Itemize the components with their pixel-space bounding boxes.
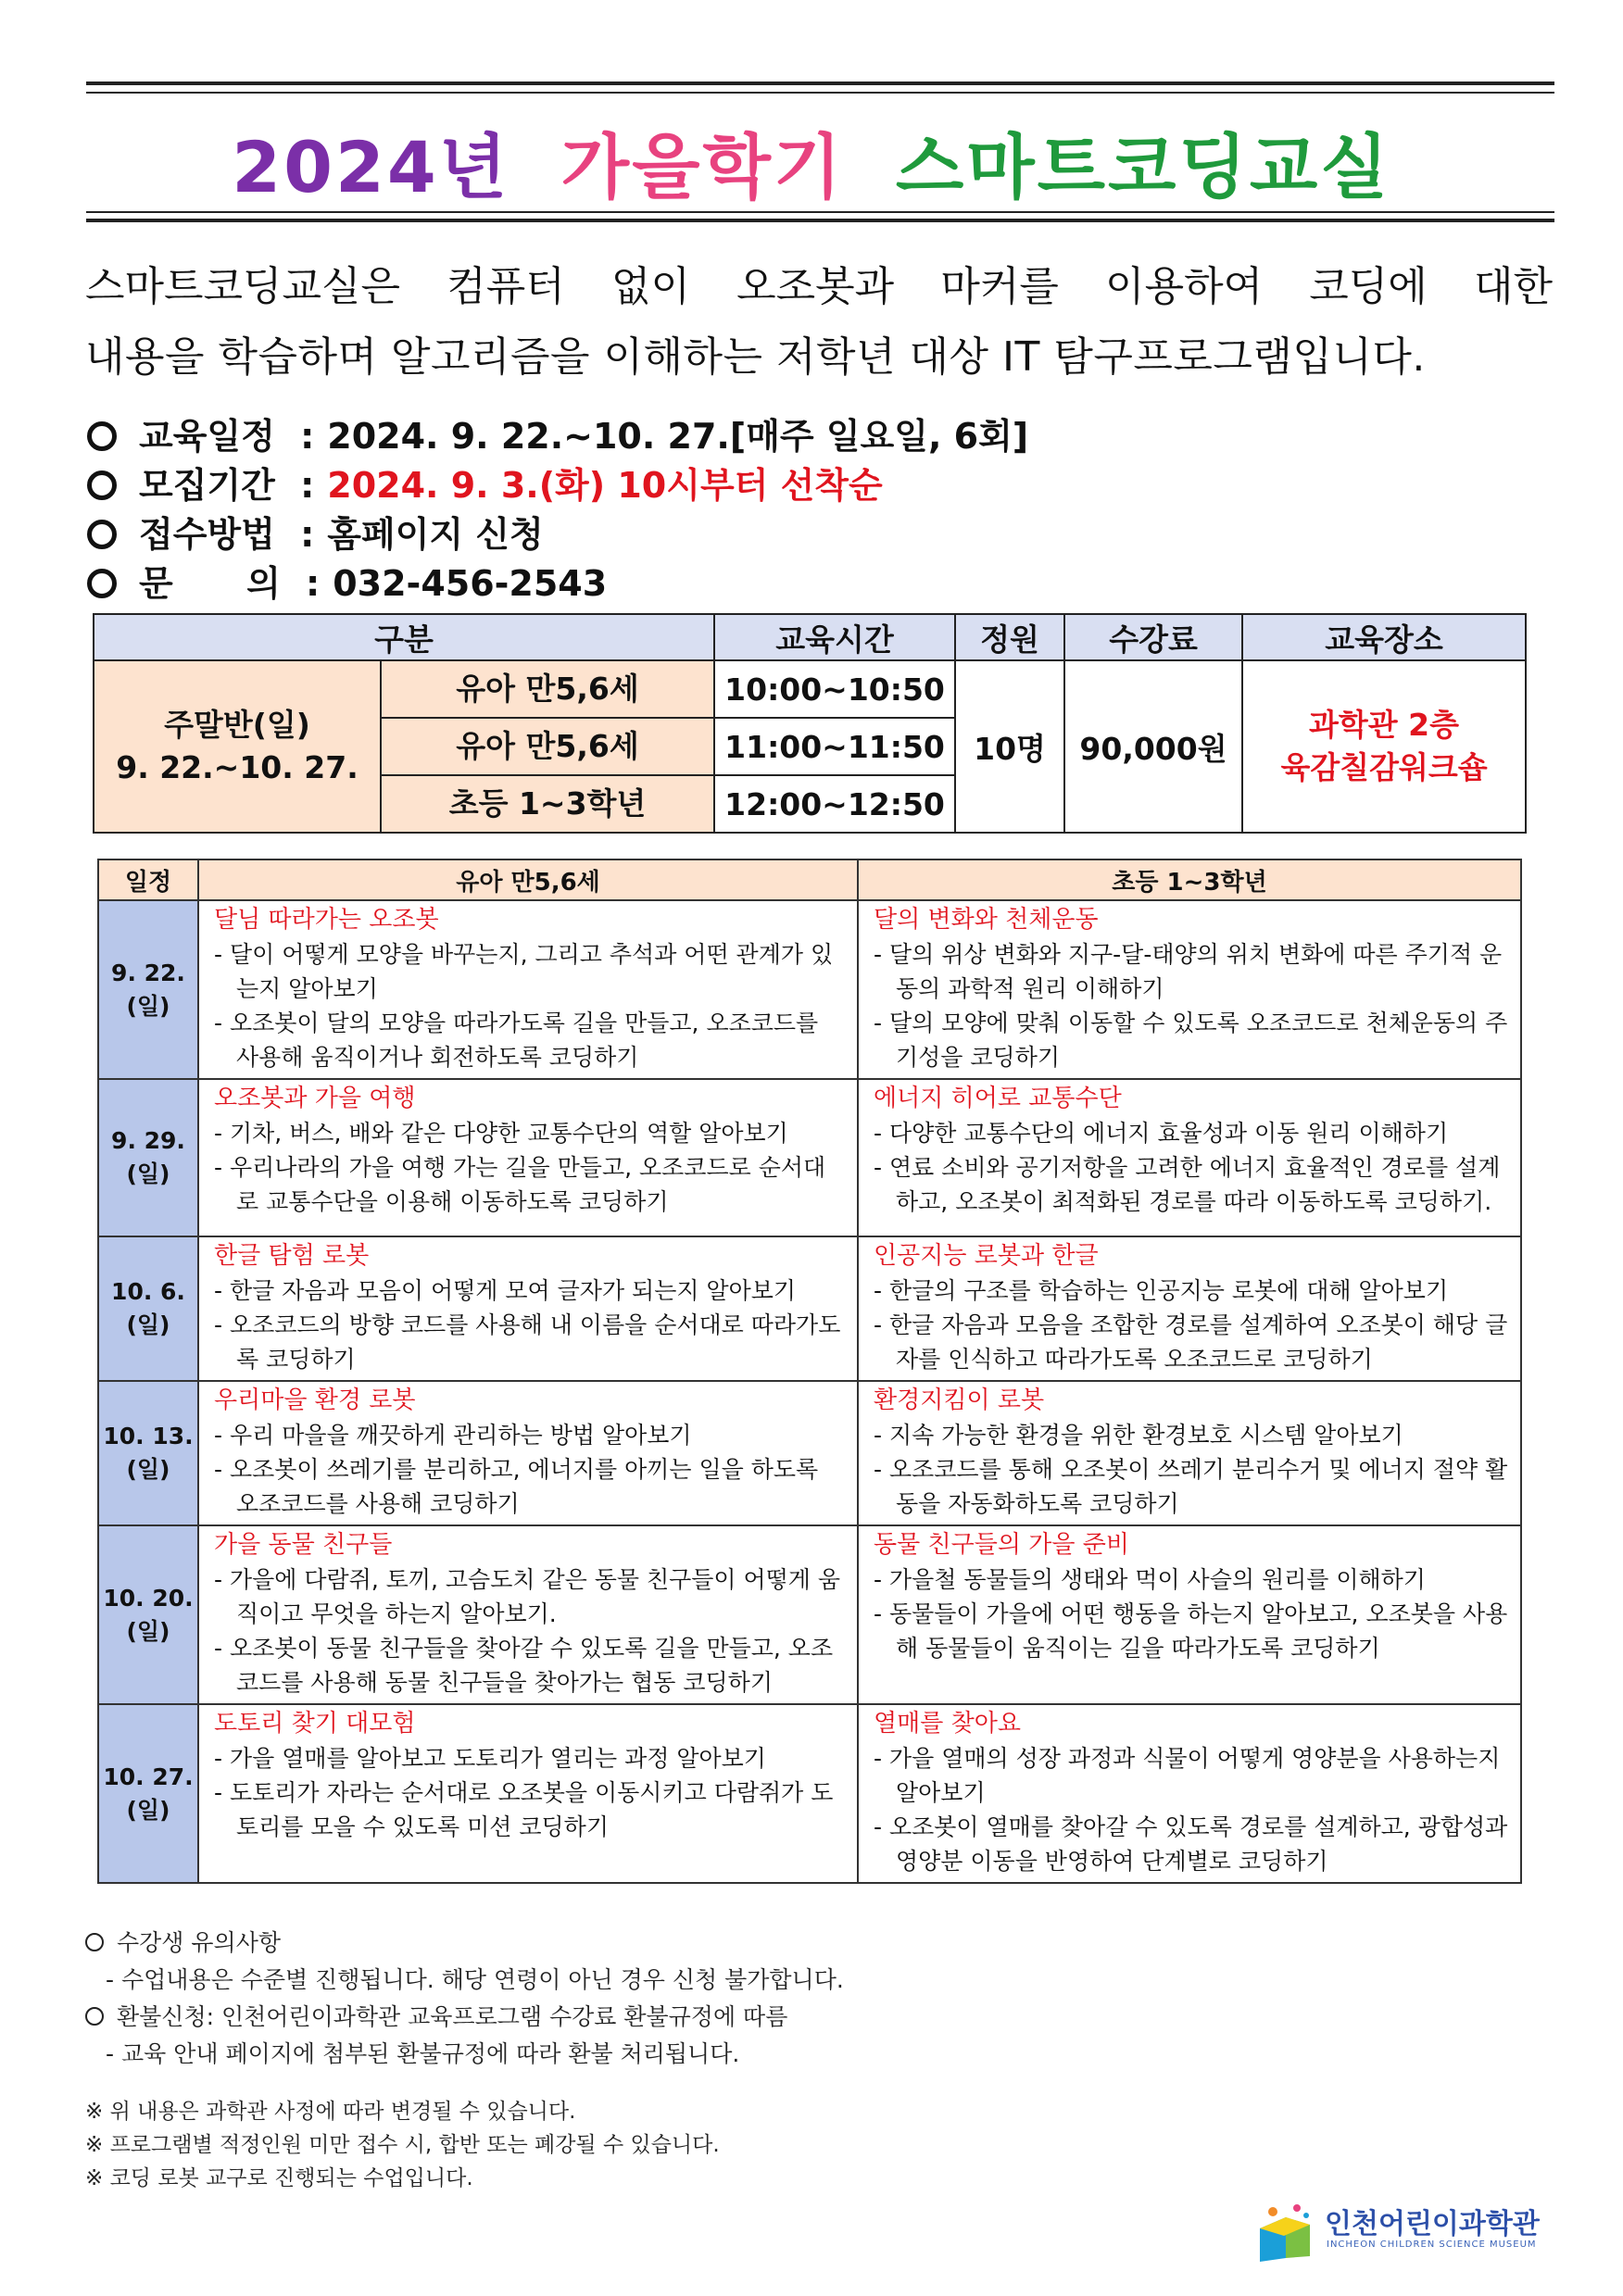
schedule-date-text: (일)	[126, 1456, 170, 1483]
schedule-kids-cell	[198, 1704, 858, 1883]
summary-time: 12:00~12:50	[714, 775, 955, 833]
summary-header-row	[94, 614, 1526, 660]
summary-fee: 90,000원	[1064, 660, 1242, 833]
summary-time: 10:00~10:50	[714, 660, 955, 718]
summary-class-name: 주말반(일)	[164, 707, 310, 743]
schedule-body	[98, 900, 1521, 1883]
schedule-kids-bullet: - 가을 열매를 알아보고 도토리가 열리는 과정 알아보기	[214, 1745, 766, 1772]
museum-logo-icon	[1252, 2201, 1317, 2265]
summary-capacity: 10명	[955, 660, 1064, 833]
title-rule-thick	[86, 219, 1554, 222]
summary-place-cell	[1242, 660, 1526, 833]
info-contact-value: 032-456-2543	[333, 563, 608, 604]
summary-row	[94, 660, 1526, 718]
schedule-date-text: 10. 20.	[103, 1584, 194, 1612]
schedule-elem-content	[859, 1705, 1520, 1882]
schedule-elem-cell	[858, 1381, 1521, 1525]
summary-table	[93, 613, 1527, 834]
note-refund-title	[85, 1999, 844, 2036]
info-schedule	[85, 408, 1028, 458]
top-rule-thin	[86, 92, 1554, 94]
title-program: 스마트코딩교실	[895, 126, 1391, 208]
fine-print	[85, 2095, 720, 2195]
schedule-kids-bullet: - 우리나라의 가을 여행 가는 길을 만들고, 오조코드로 순서대로 교통수단을 이용해 이동하도록 코딩하기	[214, 1154, 826, 1215]
notes-section	[85, 1925, 844, 2073]
schedule-date-text: (일)	[126, 1617, 170, 1645]
schedule-kids-content	[199, 1382, 857, 1524]
schedule-header-elem: 초등 1~3학년	[858, 859, 1521, 900]
summary-header-place: 교육장소	[1242, 614, 1526, 660]
schedule-elem-title: 인공지능 로봇과 한글	[874, 1242, 1099, 1270]
info-sep: :	[306, 563, 321, 604]
bullet-circle-icon	[87, 470, 117, 500]
summary-header-fee: 수강료	[1064, 614, 1242, 660]
schedule-date-cell	[98, 1525, 198, 1704]
intro-line-1: 스마트코딩교실은 컴퓨터 없이 오조봇과 마커를 이용하여 코딩에 대한	[85, 263, 1553, 310]
schedule-date-text: (일)	[126, 1161, 170, 1187]
bullet-circle-icon	[87, 520, 117, 549]
museum-logo-sub: INCHEON CHILDREN SCIENCE MUSEUM	[1327, 2240, 1537, 2250]
schedule-row	[98, 1381, 1521, 1525]
schedule-elem-title: 환경지킴이 로봇	[874, 1386, 1045, 1414]
note-refund-text: - 교육 안내 페이지에 첨부된 환불규정에 따라 환불 처리됩니다.	[106, 2040, 740, 2067]
note-circle-icon	[85, 1933, 104, 1951]
schedule-kids-content	[199, 1526, 857, 1703]
schedule-kids-title: 우리마을 환경 로봇	[214, 1386, 416, 1414]
bullet-circle-icon	[87, 421, 117, 451]
schedule-row	[98, 1704, 1521, 1883]
schedule-elem-bullet: - 연료 소비와 공기저항을 고려한 에너지 효율적인 경로를 설계하고, 오조봇이 최적화된 경로를 따라 이동하도록 코딩하기.	[874, 1154, 1501, 1215]
schedule-elem-title: 에너지 히어로 교통수단	[874, 1085, 1122, 1112]
schedule-kids-bullet: - 기차, 버스, 배와 같은 다양한 교통수단의 역할 알아보기	[214, 1120, 788, 1147]
summary-group: 유아 만5,6세	[381, 660, 714, 718]
schedule-elem-bullet: - 동물들이 가을에 어떤 행동을 하는지 알아보고, 오조봇을 사용해 동물들이 움직이는 길을 따라가도록 코딩하기	[874, 1600, 1508, 1662]
schedule-kids-bullet: - 오조봇이 쓰레기를 분리하고, 에너지를 아끼는 일을 하도록 오조코드를 사용해 코딩하기	[214, 1456, 819, 1517]
schedule-kids-title: 한글 탐험 로봇	[214, 1242, 370, 1270]
info-apply-value: 홈페이지 신청	[327, 514, 544, 555]
schedule-date-text: (일)	[126, 992, 170, 1020]
schedule-elem-bullet: - 가을 열매의 성장 과정과 식물이 어떻게 영양분을 사용하는지 알아보기	[874, 1745, 1501, 1806]
schedule-kids-content	[199, 901, 857, 1078]
schedule-date-text: 9. 22.	[111, 959, 185, 986]
schedule-row	[98, 900, 1521, 1079]
schedule-elem-title: 열매를 찾아요	[874, 1710, 1021, 1738]
schedule-table	[97, 859, 1522, 1884]
schedule-kids-content	[199, 1237, 857, 1380]
schedule-elem-bullet: - 오조코드를 통해 오조봇이 쓰레기 분리수거 및 에너지 절약 활동을 자동화하도록 코딩하기	[874, 1456, 1508, 1517]
schedule-kids-cell	[198, 1381, 858, 1525]
fine-print-line: ※ 위 내용은 과학관 사정에 따라 변경될 수 있습니다.	[85, 2100, 576, 2124]
schedule-row	[98, 1525, 1521, 1704]
schedule-elem-bullet: - 지속 가능한 환경을 위한 환경보호 시스템 알아보기	[874, 1422, 1403, 1449]
info-recruit-value: 2024. 9. 3.(화) 10시부터 선착순	[327, 465, 883, 506]
schedule-date-text: (일)	[126, 1796, 170, 1824]
schedule-kids-title: 오조봇과 가을 여행	[214, 1085, 416, 1112]
schedule-date-text: 9. 29.	[111, 1127, 185, 1154]
schedule-elem-bullet: - 달의 모양에 맞춰 이동할 수 있도록 오조코드로 천체운동의 주기성을 코딩하기	[874, 1010, 1508, 1071]
info-recruit	[85, 457, 883, 508]
schedule-header-row	[98, 859, 1521, 900]
note-circle-icon	[85, 2007, 104, 2026]
schedule-header-kids: 유아 만5,6세	[198, 859, 858, 900]
intro-line-2: 내용을 학습하며 알고리즘을 이해하는 저학년 대상 IT 탐구프로그램입니다.	[85, 333, 1426, 381]
schedule-date-text: (일)	[126, 1311, 170, 1338]
schedule-kids-title: 달님 따라가는 오조봇	[214, 906, 439, 934]
summary-place-line1: 과학관 2층	[1309, 707, 1459, 743]
schedule-date-text: 10. 6.	[111, 1278, 185, 1305]
summary-header-time: 교육시간	[714, 614, 955, 660]
info-sep: :	[300, 465, 315, 506]
schedule-kids-cell	[198, 1525, 858, 1704]
info-apply	[85, 506, 544, 557]
schedule-date-cell	[98, 1236, 198, 1381]
note-caution-title	[85, 1925, 844, 1962]
schedule-kids-cell	[198, 1236, 858, 1381]
schedule-kids-bullet: - 한글 자음과 모음이 어떻게 모여 글자가 되는지 알아보기	[214, 1277, 797, 1304]
schedule-date-cell	[98, 1079, 198, 1236]
note-refund-title-text: 환불신청: 인천어린이과학관 교육프로그램 수강료 환불규정에 따름	[117, 2003, 788, 2030]
schedule-elem-cell	[858, 1236, 1521, 1381]
schedule-header-date: 일정	[98, 859, 198, 900]
schedule-elem-content	[859, 901, 1520, 1078]
fine-print-line: ※ 코딩 로봇 교구로 진행되는 수업입니다.	[85, 2166, 473, 2190]
schedule-kids-cell	[198, 900, 858, 1079]
schedule-elem-bullet: - 다양한 교통수단의 에너지 효율성과 이동 원리 이해하기	[874, 1120, 1449, 1147]
note-caution-text: - 수업내용은 수준별 진행됩니다. 해당 연령이 아닌 경우 신청 불가합니다.	[106, 1966, 844, 1993]
schedule-kids-content	[199, 1080, 857, 1223]
summary-header-division: 구분	[94, 614, 714, 660]
page-title	[0, 111, 1623, 212]
info-schedule-value: 2024. 9. 22.~10. 27.[매주 일요일, 6회]	[327, 416, 1029, 457]
title-season: 가을학기	[560, 126, 845, 208]
info-schedule-label: 교육일정	[139, 416, 275, 457]
schedule-kids-bullet: - 오조봇이 달의 모양을 따라가도록 길을 만들고, 오조코드를 사용해 움직이거나 회전하도록 코딩하기	[214, 1010, 819, 1071]
info-sep: :	[300, 514, 315, 555]
schedule-date-text: 10. 27.	[103, 1763, 194, 1790]
summary-group: 초등 1~3학년	[381, 775, 714, 833]
schedule-kids-bullet: - 오조코드의 방향 코드를 사용해 내 이름을 순서대로 따라가도록 코딩하기	[214, 1311, 841, 1373]
schedule-kids-bullet: - 오조봇이 동물 친구들을 찾아갈 수 있도록 길을 만들고, 오조코드를 사용해 동물 친구들을 찾아가는 협동 코딩하기	[214, 1635, 834, 1696]
summary-class-cell	[94, 660, 381, 833]
schedule-kids-bullet: - 도토리가 자라는 순서대로 오조봇을 이동시키고 다람쥐가 도토리를 모을 수 있도록 미션 코딩하기	[214, 1779, 834, 1840]
schedule-elem-content	[859, 1526, 1520, 1669]
schedule-elem-bullet: - 가을철 동물들의 생태와 먹이 사슬의 원리를 이해하기	[874, 1566, 1426, 1593]
schedule-elem-title: 동물 친구들의 가을 준비	[874, 1531, 1129, 1559]
summary-class-period: 9. 22.~10. 27.	[116, 749, 359, 785]
schedule-elem-bullet: - 달의 위상 변화와 지구-달-태양의 위치 변화에 따른 주기적 운동의 과학적 원리 이해하기	[874, 941, 1503, 1002]
schedule-date-text: 10. 13.	[103, 1423, 194, 1449]
schedule-elem-cell	[858, 1704, 1521, 1883]
schedule-row	[98, 1236, 1521, 1381]
schedule-date-cell	[98, 1381, 198, 1525]
schedule-date-cell	[98, 1704, 198, 1883]
summary-group: 유아 만5,6세	[381, 718, 714, 775]
schedule-elem-bullet: - 오조봇이 열매를 찾아갈 수 있도록 경로를 설계하고, 광합성과 영양분 이동을 반영하여 단계별로 코딩하기	[874, 1813, 1508, 1875]
museum-logo-name: 인천어린이과학관	[1325, 2208, 1540, 2240]
schedule-elem-bullet: - 한글 자음과 모음을 조합한 경로를 설계하여 오조봇이 해당 글자를 인식하고 따라가도록 오조코드로 코딩하기	[874, 1311, 1508, 1373]
schedule-kids-bullet: - 가을에 다람쥐, 토끼, 고슴도치 같은 동물 친구들이 어떻게 움직이고 무엇을 하는지 알아보기.	[214, 1566, 841, 1627]
schedule-elem-content	[859, 1382, 1520, 1524]
info-contact-label: 문 의	[139, 563, 281, 604]
schedule-kids-bullet: - 달이 어떻게 모양을 바꾸는지, 그리고 추석과 어떤 관계가 있는지 알아보기	[214, 941, 834, 1002]
schedule-kids-title: 가을 동물 친구들	[214, 1531, 393, 1559]
museum-logo	[1252, 2195, 1540, 2269]
note-caution-title-text: 수강생 유의사항	[117, 1929, 281, 1956]
summary-header-capacity: 정원	[955, 614, 1064, 660]
schedule-elem-content	[859, 1080, 1520, 1223]
schedule-kids-cell	[198, 1079, 858, 1236]
fine-print-line: ※ 프로그램별 적정인원 미만 접수 시, 합반 또는 폐강될 수 있습니다.	[85, 2133, 720, 2157]
schedule-kids-title: 도토리 찾기 대모험	[214, 1710, 416, 1738]
schedule-row	[98, 1079, 1521, 1236]
schedule-elem-cell	[858, 900, 1521, 1079]
title-rule-thin	[86, 211, 1554, 213]
schedule-elem-cell	[858, 1525, 1521, 1704]
info-sep: :	[300, 416, 315, 457]
schedule-date-cell	[98, 900, 198, 1079]
info-recruit-label: 모집기간	[139, 465, 275, 506]
schedule-elem-content	[859, 1237, 1520, 1380]
schedule-elem-cell	[858, 1079, 1521, 1236]
schedule-kids-bullet: - 우리 마을을 깨끗하게 관리하는 방법 알아보기	[214, 1422, 692, 1449]
schedule-kids-content	[199, 1705, 857, 1848]
summary-time: 11:00~11:50	[714, 718, 955, 775]
summary-place-line2: 육감칠감워크숍	[1280, 749, 1488, 785]
info-apply-label: 접수방법	[139, 514, 275, 555]
bullet-circle-icon	[87, 569, 117, 598]
schedule-elem-bullet: - 한글의 구조를 학습하는 인공지능 로봇에 대해 알아보기	[874, 1277, 1449, 1304]
top-rule-thick	[86, 82, 1554, 85]
info-contact	[85, 555, 607, 606]
title-year: 2024년	[232, 126, 510, 208]
schedule-elem-title: 달의 변화와 천체운동	[874, 906, 1099, 934]
